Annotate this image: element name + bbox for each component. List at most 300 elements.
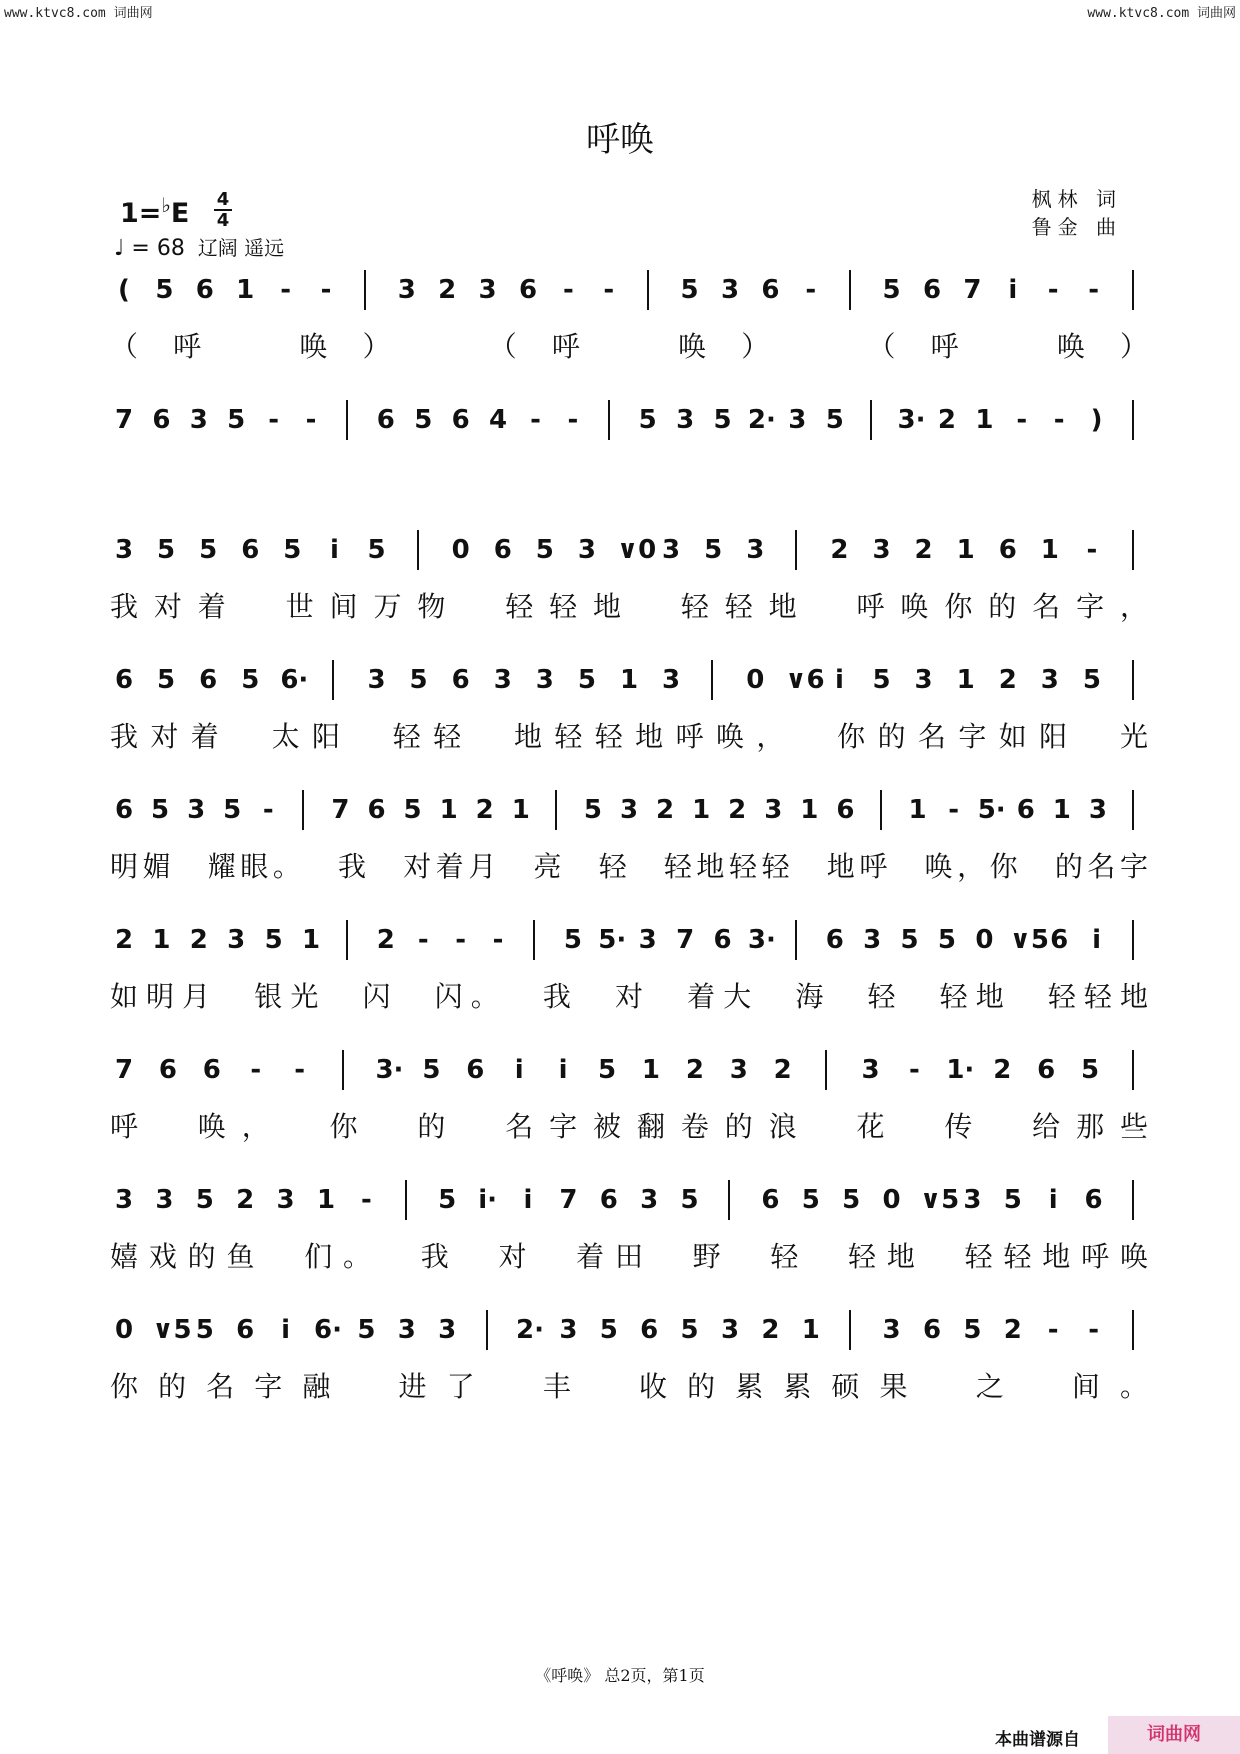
lyric-char: 的 <box>1054 850 1083 883</box>
lyric-char: 闪 <box>434 980 463 1013</box>
lyric-char: 万 <box>373 590 402 623</box>
note: i <box>523 1185 533 1215</box>
lyric-char: 卷 <box>680 1110 709 1143</box>
lyric-char: 对 <box>498 1240 527 1273</box>
note: 3 <box>276 1185 295 1215</box>
note: i <box>1048 1185 1058 1215</box>
lyric-char: 世 <box>285 590 314 623</box>
note: i <box>514 1055 524 1085</box>
barline <box>825 1050 827 1090</box>
lyric-char: 轻 <box>505 590 534 623</box>
lyric-char: 字 <box>1119 850 1148 883</box>
note: 2 <box>1003 1315 1022 1345</box>
time-signature <box>214 190 232 230</box>
note: 3· <box>897 405 926 435</box>
lyric-char: （ <box>109 330 138 363</box>
note: - <box>320 275 332 305</box>
note: 6 <box>518 275 538 305</box>
barline <box>647 270 649 310</box>
note: 1 <box>975 405 994 435</box>
barline <box>346 920 348 960</box>
lyric-char: 唤 <box>924 850 953 883</box>
lyric-char: ， <box>957 850 986 883</box>
quarter-note-icon: ♩ <box>114 236 125 261</box>
note: 5 <box>882 275 901 305</box>
barline <box>332 660 334 700</box>
lyric-char: 嬉 <box>109 1240 138 1273</box>
lyric-char: 轻 <box>433 720 462 753</box>
lyric-char: 光 <box>290 980 319 1013</box>
lyric-char: 地 <box>513 720 542 753</box>
note: ( <box>118 275 130 305</box>
header-left-watermark: www.ktvc8.com 词曲网 <box>4 6 153 21</box>
note: 7 <box>559 1185 578 1215</box>
lyric-char: 名 <box>206 1370 235 1403</box>
note: 3 <box>493 665 512 695</box>
note: 7 <box>963 275 982 305</box>
note: 2 <box>236 1185 255 1215</box>
note: 2 <box>189 925 208 955</box>
lyric-char: 们 <box>304 1240 333 1273</box>
note: - <box>603 275 615 305</box>
lyric-char: 唤 <box>678 330 707 363</box>
lyric-char: 地 <box>886 1240 915 1273</box>
lyric-char: 如 <box>109 980 138 1013</box>
note: 1 <box>641 1055 660 1085</box>
note: - <box>305 405 317 435</box>
note: 3 <box>187 795 206 825</box>
note: - <box>948 795 960 825</box>
lyric-char: 轻 <box>1003 1240 1032 1273</box>
barline <box>302 790 304 830</box>
lyric-char: ） <box>1119 330 1148 363</box>
note: 4 <box>489 405 508 435</box>
note: 5 <box>264 925 283 955</box>
note: 5 <box>223 795 242 825</box>
note: 6 <box>493 535 512 565</box>
lyric-char: 名 <box>917 720 946 753</box>
lyric-char: 。 <box>272 850 301 883</box>
lyric-char: 轻 <box>770 1240 799 1273</box>
note: 2 <box>761 1315 780 1345</box>
lyric-char: 轻 <box>964 1240 993 1273</box>
note: 5 <box>227 405 246 435</box>
lyric-char: ， <box>756 720 785 753</box>
note: 3 <box>788 405 807 435</box>
lyric-char: 累 <box>783 1370 812 1403</box>
note: 2 <box>475 795 494 825</box>
note: 5· <box>598 925 627 955</box>
note: 5 <box>195 1185 214 1215</box>
tempo-value: = 68 <box>131 236 185 261</box>
lyric-char: 地 <box>826 850 855 883</box>
lyric-char: 你 <box>944 590 973 623</box>
lyric-char: 字 <box>254 1370 283 1403</box>
note: 2· <box>516 1315 544 1345</box>
page-footer: 《呼唤》 总2页，第1页 <box>535 1666 705 1685</box>
note: i <box>558 1055 568 1085</box>
lyric-char: 收 <box>639 1370 668 1403</box>
note: 3 <box>559 1315 578 1345</box>
note: 3 <box>1040 665 1059 695</box>
lyric-char: 。 <box>343 1240 372 1273</box>
lyric-char: 之 <box>975 1370 1004 1403</box>
lyric-char: 那 <box>1076 1110 1105 1143</box>
lyric-char: 唤 <box>197 1110 226 1143</box>
note: 3 <box>577 535 596 565</box>
lyric-char: 字 <box>958 720 987 753</box>
note: 2 <box>438 275 457 305</box>
barline <box>849 270 851 310</box>
lyric-char: 传 <box>944 1110 973 1143</box>
lyric-char: 轻 <box>663 850 692 883</box>
note: 6 <box>195 275 214 305</box>
barline <box>608 400 610 440</box>
note: 0 <box>882 1185 901 1215</box>
note: 6 <box>199 665 218 695</box>
note: - <box>1088 275 1099 305</box>
note: 5 <box>1081 1055 1100 1085</box>
note: 6 <box>761 1185 780 1215</box>
lyric-char: 浪 <box>768 1110 797 1143</box>
barline <box>1132 1180 1134 1220</box>
note: 5 <box>704 535 723 565</box>
note: 1 <box>152 925 171 955</box>
lyric-char: 地 <box>635 720 664 753</box>
note: 2 <box>998 665 1017 695</box>
note: 2 <box>685 1055 704 1085</box>
note: - <box>562 275 574 305</box>
header-right-watermark: www.ktvc8.com 词曲网 <box>1087 6 1236 21</box>
note: 6 <box>825 925 844 955</box>
composer-credit: 鲁金 曲 <box>1031 215 1122 239</box>
barline <box>870 400 872 440</box>
note: 5 <box>151 795 170 825</box>
lyric-char: 被 <box>593 1110 622 1143</box>
lyric-char: 间 <box>1071 1370 1100 1403</box>
lyric-char: 轻 <box>729 850 758 883</box>
note: 7 <box>114 405 134 435</box>
flat-sign: ♭ <box>161 193 171 217</box>
lyric-char: 我 <box>109 720 138 753</box>
lyric-char: 间 <box>329 590 358 623</box>
note: 3 <box>863 925 882 955</box>
lyric-char: 对 <box>153 590 182 623</box>
lyric-char: 对 <box>403 850 432 883</box>
note: 5 <box>597 1055 617 1085</box>
note: 6 <box>367 795 386 825</box>
lyric-char: 的 <box>988 590 1017 623</box>
note: 0 <box>746 665 765 695</box>
note: 5 <box>638 405 657 435</box>
note: 5 <box>583 795 602 825</box>
credits <box>1032 185 1122 241</box>
lyric-char: 。 <box>1119 1370 1148 1403</box>
note: i· <box>478 1185 497 1215</box>
note: 5 <box>535 535 554 565</box>
lyric-char: 着 <box>687 980 716 1013</box>
note: 6 <box>836 795 855 825</box>
lyric-char: 阳 <box>1039 720 1068 753</box>
note: 6 <box>1037 1055 1056 1085</box>
note: 5 <box>577 665 596 695</box>
note: 2 <box>773 1055 792 1085</box>
note: 3 <box>397 275 416 305</box>
note: 5 <box>157 535 176 565</box>
note: - <box>1047 275 1059 305</box>
note: 1 <box>800 795 819 825</box>
lyric-char: ） <box>362 330 391 363</box>
lyric-char: 花 <box>856 1110 885 1143</box>
note: 2 <box>993 1055 1012 1085</box>
lyric-char: 地 <box>593 590 622 623</box>
note: 1 <box>956 535 975 565</box>
barline <box>795 530 797 570</box>
lyric-char: 着 <box>190 720 219 753</box>
note: 3 <box>535 665 554 695</box>
note: 3 <box>227 925 246 955</box>
barline <box>1132 400 1134 440</box>
note: 3 <box>619 795 639 825</box>
lyric-char: 呼 <box>859 850 888 883</box>
note: 6 <box>158 1055 177 1085</box>
lyric-char: 明 <box>146 980 175 1013</box>
note: 1 <box>956 665 975 695</box>
lyric-char: 物 <box>417 590 446 623</box>
lyric-char: 我 <box>338 850 367 883</box>
note: 3 <box>155 1185 174 1215</box>
note: 6 <box>202 1055 221 1085</box>
note: 5 <box>367 535 386 565</box>
lyric-char: 呼 <box>109 1110 138 1143</box>
lyric-char: 海 <box>795 980 824 1013</box>
note: - <box>250 1055 262 1085</box>
note: 3 <box>872 535 891 565</box>
lyric-char: 果 <box>879 1370 908 1403</box>
key-prefix: 1= <box>120 198 162 229</box>
lyric-char: 轻 <box>680 590 709 623</box>
note: 5 <box>825 405 844 435</box>
note: 5 <box>241 665 260 695</box>
lyric-char: 你 <box>837 720 866 753</box>
lyric-char: （ <box>867 330 896 363</box>
note: - <box>1047 1315 1059 1345</box>
lyric-char: 轻 <box>598 850 627 883</box>
lyric-char: 着 <box>197 590 226 623</box>
barline <box>346 400 348 440</box>
note: i <box>329 535 339 565</box>
barline <box>849 1310 851 1350</box>
brand-logo: 词曲网 <box>1108 1716 1240 1754</box>
lyric-char: 轻 <box>867 980 896 1013</box>
note: 0 <box>114 1315 134 1345</box>
note: 3 <box>638 925 657 955</box>
lyric-char: 呼 <box>551 330 580 363</box>
note: 0 <box>975 925 994 955</box>
lyric-char: 我 <box>542 980 571 1013</box>
note: - <box>268 405 280 435</box>
note: 5 <box>357 1315 376 1345</box>
note: 6 <box>922 1315 942 1345</box>
barline <box>1132 270 1134 310</box>
time-top: 4 <box>216 189 230 210</box>
lyric-char: 耀 <box>207 850 236 883</box>
note: 1 <box>316 1185 336 1215</box>
note: 5 <box>157 665 176 695</box>
lyric-char: 呼 <box>856 590 885 623</box>
barline <box>728 1180 730 1220</box>
note: - <box>294 1055 306 1085</box>
note: 5· <box>977 795 1006 825</box>
lyric-char: 着 <box>576 1240 605 1273</box>
note: 3 <box>882 1315 901 1345</box>
note: i <box>1092 925 1102 955</box>
tempo-marking <box>114 232 284 261</box>
lyric-char: 阳 <box>311 720 340 753</box>
barline <box>533 920 535 960</box>
note: - <box>1086 535 1098 565</box>
note: 1 <box>1040 535 1059 565</box>
note: - <box>1088 1315 1099 1345</box>
note: 7 <box>331 795 350 825</box>
note: 5 <box>713 405 732 435</box>
note: 5 <box>872 665 891 695</box>
lyric-char: 呼 <box>1081 1240 1110 1273</box>
lyric-char: 轻 <box>724 590 753 623</box>
lyric-char: 进 <box>398 1370 427 1403</box>
note: 5 <box>422 1055 441 1085</box>
note: 6 <box>376 405 395 435</box>
barline <box>711 660 713 700</box>
note: 3 <box>746 535 765 565</box>
lyric-char: 地 <box>1119 980 1148 1013</box>
lyric-char: 的 <box>158 1370 187 1403</box>
note: 3 <box>662 535 681 565</box>
note: 6 <box>114 795 134 825</box>
barline <box>417 530 419 570</box>
lyric-char: 地 <box>696 850 725 883</box>
lyric-char: 对 <box>150 720 179 753</box>
tempo-mood: 辽阔 遥远 <box>197 236 285 260</box>
note: 1 <box>511 795 530 825</box>
lyric-char: 你 <box>989 850 1018 883</box>
note: - <box>417 925 429 955</box>
lyric-char: 呼 <box>930 330 959 363</box>
note: 5 <box>680 1185 699 1215</box>
note: - <box>530 405 541 435</box>
note: 1 <box>301 925 321 955</box>
note: 5 <box>155 275 174 305</box>
note: 5 <box>842 1185 861 1215</box>
lyric-char: 我 <box>109 590 138 623</box>
note: - <box>492 925 504 955</box>
note: 1 <box>619 665 639 695</box>
note: - <box>280 275 291 305</box>
note: 1 <box>1052 795 1071 825</box>
note: 3 <box>114 535 134 565</box>
lyric-char: 了 <box>446 1370 475 1403</box>
note: 1 <box>439 795 458 825</box>
lyric-char: 的 <box>187 1240 216 1273</box>
barline <box>342 1050 344 1090</box>
lyric-char: 的 <box>687 1370 716 1403</box>
note: 3 <box>189 405 208 435</box>
note: 6 <box>451 405 470 435</box>
note: ∨5 <box>152 1315 192 1345</box>
note: - <box>455 925 467 955</box>
note: 5 <box>963 1315 982 1345</box>
barline <box>1132 530 1134 570</box>
lyric-char: 的 <box>724 1110 753 1143</box>
note: 6 <box>640 1315 659 1345</box>
lyric-char: 你 <box>329 1110 358 1143</box>
note: 3 <box>914 665 933 695</box>
lyric-char: 轻 <box>549 590 578 623</box>
note: 5 <box>801 1185 820 1215</box>
note: 1 <box>908 795 927 825</box>
barline <box>795 920 797 960</box>
note: 5 <box>563 925 582 955</box>
note: 1· <box>946 1055 975 1085</box>
note: 2 <box>728 795 747 825</box>
key-note: E <box>170 198 190 229</box>
note: 1 <box>801 1315 820 1345</box>
note: i <box>1008 275 1018 305</box>
note: ∨0 <box>617 535 657 565</box>
lyric-char: 名 <box>1087 850 1116 883</box>
lyric-char: ， <box>241 1110 270 1143</box>
lyric-char: 翻 <box>636 1110 665 1143</box>
lyric-char: 唤 <box>715 720 744 753</box>
lyric-char: 闪 <box>362 980 391 1013</box>
lyric-char: 轻 <box>761 850 790 883</box>
time-bottom: 4 <box>216 210 230 231</box>
lyric-char: 我 <box>420 1240 449 1273</box>
note: - <box>360 1185 372 1215</box>
lyric-char: 轻 <box>392 720 421 753</box>
note: 6 <box>599 1185 618 1215</box>
barline <box>1132 1050 1134 1090</box>
note: 3 <box>861 1055 880 1085</box>
lyric-char: 的 <box>877 720 906 753</box>
note: 5 <box>1003 1185 1022 1215</box>
barline <box>1132 1310 1134 1350</box>
note: 2 <box>656 795 675 825</box>
note: 3 <box>720 275 740 305</box>
lyric-char: 丰 <box>542 1370 571 1403</box>
barline <box>364 270 366 310</box>
barline <box>1132 790 1134 830</box>
note: 5 <box>599 1315 618 1345</box>
note: 6 <box>922 275 942 305</box>
lyric-char: 太 <box>271 720 300 753</box>
note: 2· <box>747 405 776 435</box>
lyric-char: 轻 <box>1047 980 1076 1013</box>
note: 3 <box>729 1055 748 1085</box>
note: 6 <box>241 535 260 565</box>
note: - <box>909 1055 920 1085</box>
lyric-char: 唤 <box>1056 330 1085 363</box>
lyric-char: 野 <box>692 1240 721 1273</box>
lyric-char: 给 <box>1032 1110 1061 1143</box>
note: 3 <box>1088 795 1107 825</box>
lyric-char: 对 <box>614 980 643 1013</box>
note: 3· <box>375 1055 404 1085</box>
lyric-char: 鱼 <box>226 1240 255 1273</box>
note: 5 <box>195 1315 214 1345</box>
note: 3 <box>963 1185 982 1215</box>
note: 3 <box>438 1315 457 1345</box>
